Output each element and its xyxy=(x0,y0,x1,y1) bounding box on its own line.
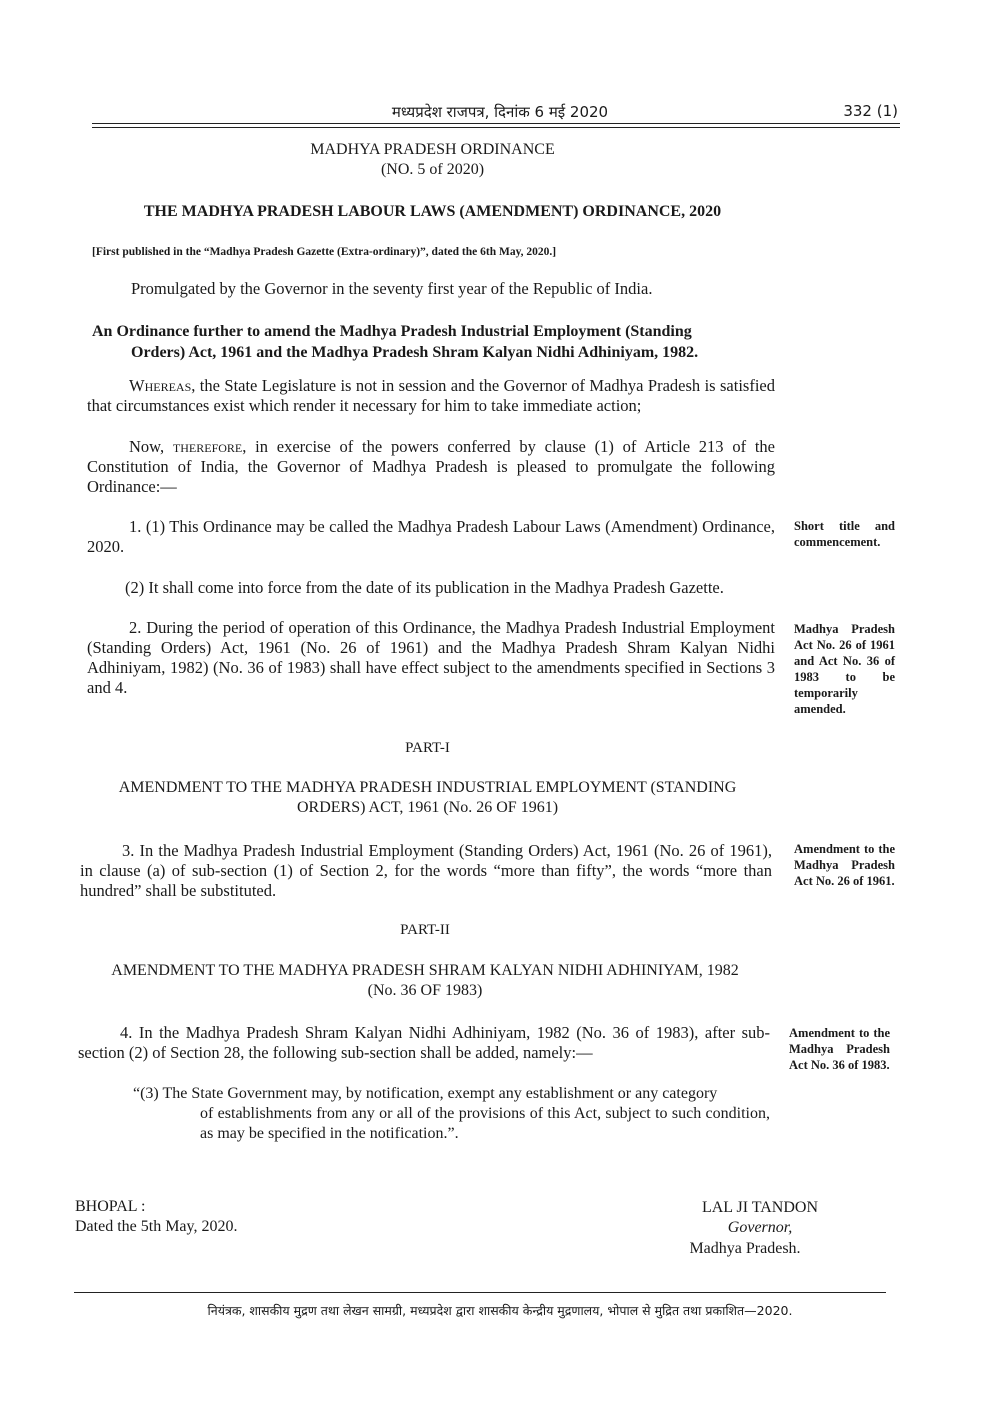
whereas-lead: Whereas xyxy=(129,376,192,395)
part-1-heading-line-2: ORDERS) ACT, 1961 (No. 26 OF 1961) xyxy=(296,799,559,816)
margin-note-section-2: Madhya Pradesh Act No. 26 of 1961 and Act No. 36 of 1983 to be temporarily amended. xyxy=(794,622,895,716)
header-rule-thin xyxy=(92,127,900,128)
section-4-quote-first: “(3) The State Government may, by notification, exempt any establishment or any category xyxy=(133,1085,718,1102)
ordinance-title: THE MADHYA PRADESH LABOUR LAWS (AMENDMENT) ORDINANCE, 2020 xyxy=(143,203,722,220)
whereas-paragraph xyxy=(87,376,775,416)
governor-state: Madhya Pradesh. xyxy=(689,1240,801,1257)
governor-designation: Governor, xyxy=(727,1219,793,1236)
part-1-label: PART-I xyxy=(405,740,450,756)
ordinance-number: (NO. 5 of 2020) xyxy=(380,161,485,178)
promulgation-line: Promulgated by the Governor in the seventy first year of the Republic of India. xyxy=(131,279,653,298)
therefore-word: therefore xyxy=(172,437,243,456)
section-3: 3. In the Madhya Pradesh Industrial Employment (Standing Orders) Act, 1961 (No. 26 of 1961), in clause (a) of sub-section (1) of Section 2, for the words “more than fifty”, the words “more than hundred” shall be substituted. xyxy=(80,841,772,900)
signature-place: BHOPAL : xyxy=(75,1198,146,1215)
margin-note-section-4: Amendment to the Madhya Pradesh Act No. 36 of 1983. xyxy=(789,1026,890,1072)
page-number: 332 (1) xyxy=(843,102,898,120)
printer-note: नियंत्रक, शासकीय मुद्रण तथा लेखन सामग्री, मध्यप्रदेश द्वारा शासकीय केन्द्रीय मुद्रणालय, भोपाल से मुद्रित तथा प्रकाशित—2020. xyxy=(207,1303,793,1318)
long-title-line-2: Orders) Act, 1961 and the Madhya Pradesh Shram Kalyan Nidhi Adhiniyam, 1982. xyxy=(131,344,699,361)
part-1-heading-line-1: AMENDMENT TO THE MADHYA PRADESH INDUSTRIAL EMPLOYMENT (STANDING xyxy=(118,779,737,796)
header-rule xyxy=(92,123,900,124)
whereas-text: , the State Legislature is not in session and the Governor of Madhya Pradesh is satisfied that circumstances exist which render it necessary for him to take immediate action; xyxy=(87,376,775,415)
section-4-quote-rest: of establishments from any or all of the provisions of this Act, subject to such condition, as may be specified in the notification.”. xyxy=(200,1105,770,1142)
part-2-heading-line-2: (No. 36 OF 1983) xyxy=(367,982,483,999)
signature-date: Dated the 5th May, 2020. xyxy=(75,1218,238,1235)
part-2-heading-line-1: AMENDMENT TO THE MADHYA PRADESH SHRAM KALYAN NIDHI ADHINIYAM, 1982 xyxy=(111,962,739,979)
section-1-1: 1. (1) This Ordinance may be called the Madhya Pradesh Labour Laws (Amendment) Ordinance, 2020. xyxy=(87,517,775,556)
long-title-line-1: An Ordinance further to amend the Madhya Pradesh Industrial Employment (Standing xyxy=(92,323,692,340)
publication-note: [First published in the “Madhya Pradesh Gazette (Extra-ordinary)”, dated the 6th May, 2020.] xyxy=(92,246,557,258)
now-lead: Now, xyxy=(129,437,173,456)
gazette-title: मध्यप्रदेश राजपत्र, दिनांक 6 मई 2020 xyxy=(391,103,609,121)
section-1-2: (2) It shall come into force from the date of its publication in the Madhya Pradesh Gazette. xyxy=(125,578,724,597)
part-2-label: PART-II xyxy=(400,922,450,938)
footer-rule xyxy=(74,1292,886,1293)
ordinance-heading: MADHYA PRADESH ORDINANCE xyxy=(310,141,555,158)
now-therefore-paragraph xyxy=(87,437,775,497)
now-text: , in exercise of the powers conferred by clause (1) of Article 213 of the Constitution of India, the Governor of Madhya Pradesh is pleased to promulgate the following Ordinance:— xyxy=(87,437,775,496)
margin-note-section-3: Amendment to the Madhya Pradesh Act No. 26 of 1961. xyxy=(794,842,895,888)
governor-name: LAL JI TANDON xyxy=(701,1199,819,1216)
margin-note-section-1: Short title and commencement. xyxy=(794,519,895,549)
section-2: 2. During the period of operation of this Ordinance, the Madhya Pradesh Industrial Employment (Standing Orders) Act, 1961 (No. 26 of 1961) and the Madhya Pradesh Shram Kalyan Nidhi Adhiniyam, 1982) (No. 36 of 1983) shall have effect subject to the amendments specified in Sections 3 and 4. xyxy=(87,618,775,697)
section-4: 4. In the Madhya Pradesh Shram Kalyan Nidhi Adhiniyam, 1982 (No. 36 of 1983), after sub-section (2) of Section 28, the following sub-section shall be added, namely:— xyxy=(78,1023,770,1062)
